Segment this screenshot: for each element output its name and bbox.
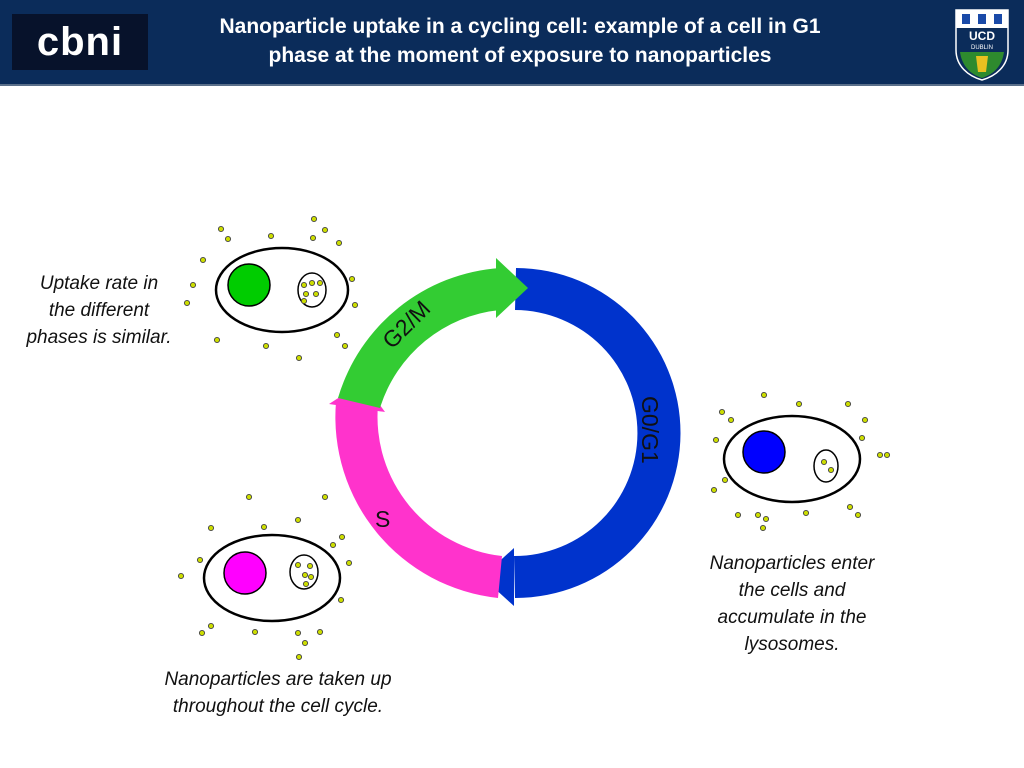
nanoparticle-dot: [760, 525, 765, 530]
cell-magenta-nucleus: [204, 535, 340, 621]
nanoparticle-dot: [225, 236, 230, 241]
nanoparticle-dot: [722, 477, 727, 482]
nanoparticle-dot: [261, 524, 266, 529]
nanoparticle-dot: [322, 494, 327, 499]
title-line-2: phase at the moment of exposure to nanoparticles: [268, 44, 772, 67]
nanoparticle-dot: [178, 573, 183, 578]
nanoparticle-dot: [803, 510, 808, 515]
nanoparticle-dot: [295, 517, 300, 522]
note-taken-up: [128, 666, 428, 720]
nanoparticle-dot: [246, 494, 251, 499]
lysosome: [814, 450, 838, 482]
nanoparticle-dot: [208, 623, 213, 628]
note-line: accumulate in the: [717, 607, 867, 628]
nanoparticle-dot: [214, 337, 219, 342]
nanoparticle-dot: [197, 557, 202, 562]
nucleus: [743, 431, 785, 473]
note-line: the different: [48, 300, 150, 321]
note-line: Nanoparticles enter: [709, 553, 875, 574]
nanoparticle-dot: [303, 581, 308, 586]
nanoparticle-dot: [310, 235, 315, 240]
nanoparticle-dot: [845, 401, 850, 406]
cbni-logo-text: cbni: [36, 19, 124, 64]
nanoparticle-dot: [828, 467, 833, 472]
nanoparticle-dot: [295, 630, 300, 635]
phase-label-g2m: G2/M: [377, 295, 436, 354]
note-line: throughout the cell cycle.: [172, 696, 384, 717]
note-line: Nanoparticles are taken up: [164, 669, 392, 690]
nanoparticle-dot: [296, 654, 301, 659]
nanoparticle-dot: [317, 280, 322, 285]
nanoparticle-dot: [311, 216, 316, 221]
phase-label-s: S: [375, 506, 391, 532]
nanoparticle-dot: [334, 332, 339, 337]
cell-blue-nucleus: [724, 416, 860, 502]
nanoparticle-dot: [208, 525, 213, 530]
nucleus: [228, 264, 270, 306]
note-line: phases is similar.: [26, 327, 172, 348]
nanoparticle-dot: [200, 257, 205, 262]
phase-arc-g2m: [338, 268, 500, 408]
nanoparticle-dot: [303, 291, 308, 296]
nanoparticle-dot: [190, 282, 195, 287]
nanoparticle-dot: [735, 512, 740, 517]
nanoparticle-dot: [302, 572, 307, 577]
nanoparticle-dot: [855, 512, 860, 517]
title-line-1: Nanoparticle uptake in a cycling cell: example of a cell in G1: [219, 15, 821, 38]
nanoparticle-dot: [796, 401, 801, 406]
phase-label-g0g1: G0/G1: [637, 396, 663, 464]
nanoparticle-dot: [252, 629, 257, 634]
nanoparticle-dot: [336, 240, 341, 245]
note-line: the cells and: [738, 580, 846, 601]
nanoparticle-dot: [308, 574, 313, 579]
nanoparticle-dot: [859, 435, 864, 440]
nanoparticle-dot: [302, 640, 307, 645]
nanoparticle-dot: [301, 282, 306, 287]
nanoparticle-dot: [317, 629, 322, 634]
nanoparticle-dot: [847, 504, 852, 509]
nanoparticle-dot: [346, 560, 351, 565]
phase-arc-s: [335, 402, 502, 598]
nanoparticle-dot: [330, 542, 335, 547]
nanoparticle-dot: [728, 417, 733, 422]
ucd-text: UCD: [969, 29, 995, 43]
note-nanoparticles-enter: [686, 550, 898, 658]
nanoparticle-dot: [218, 226, 223, 231]
nanoparticle-dot: [877, 452, 882, 457]
nanoparticle-dot: [199, 630, 204, 635]
nanoparticle-dot: [352, 302, 357, 307]
nanoparticle-dot: [349, 276, 354, 281]
nanoparticle-dot: [884, 452, 889, 457]
nanoparticle-dot: [301, 298, 306, 303]
nanoparticle-dot: [339, 534, 344, 539]
nanoparticle-dot: [263, 343, 268, 348]
dublin-text: DUBLIN: [970, 45, 994, 51]
nanoparticle-dot: [296, 355, 301, 360]
nanoparticle-dot: [313, 291, 318, 296]
note-line: lysosomes.: [744, 634, 840, 655]
nanoparticle-dot: [713, 437, 718, 442]
nanoparticle-dot: [268, 233, 273, 238]
nucleus: [224, 552, 266, 594]
nanoparticle-dot: [309, 280, 314, 285]
nanoparticle-dot: [763, 516, 768, 521]
nanoparticle-dot: [821, 459, 826, 464]
nanoparticle-dot: [342, 343, 347, 348]
nanoparticle-dot: [295, 562, 300, 567]
nanoparticle-dot: [307, 563, 312, 568]
nanoparticle-dot: [862, 417, 867, 422]
nanoparticle-dot: [761, 392, 766, 397]
note-uptake-rate: [8, 270, 190, 351]
note-line: Uptake rate in: [39, 273, 159, 294]
nanoparticle-dot: [719, 409, 724, 414]
cell-green-nucleus: [216, 248, 348, 332]
nanoparticle-dot: [711, 487, 716, 492]
nanoparticle-dot: [322, 227, 327, 232]
nanoparticle-dot: [338, 597, 343, 602]
nanoparticle-dot: [755, 512, 760, 517]
